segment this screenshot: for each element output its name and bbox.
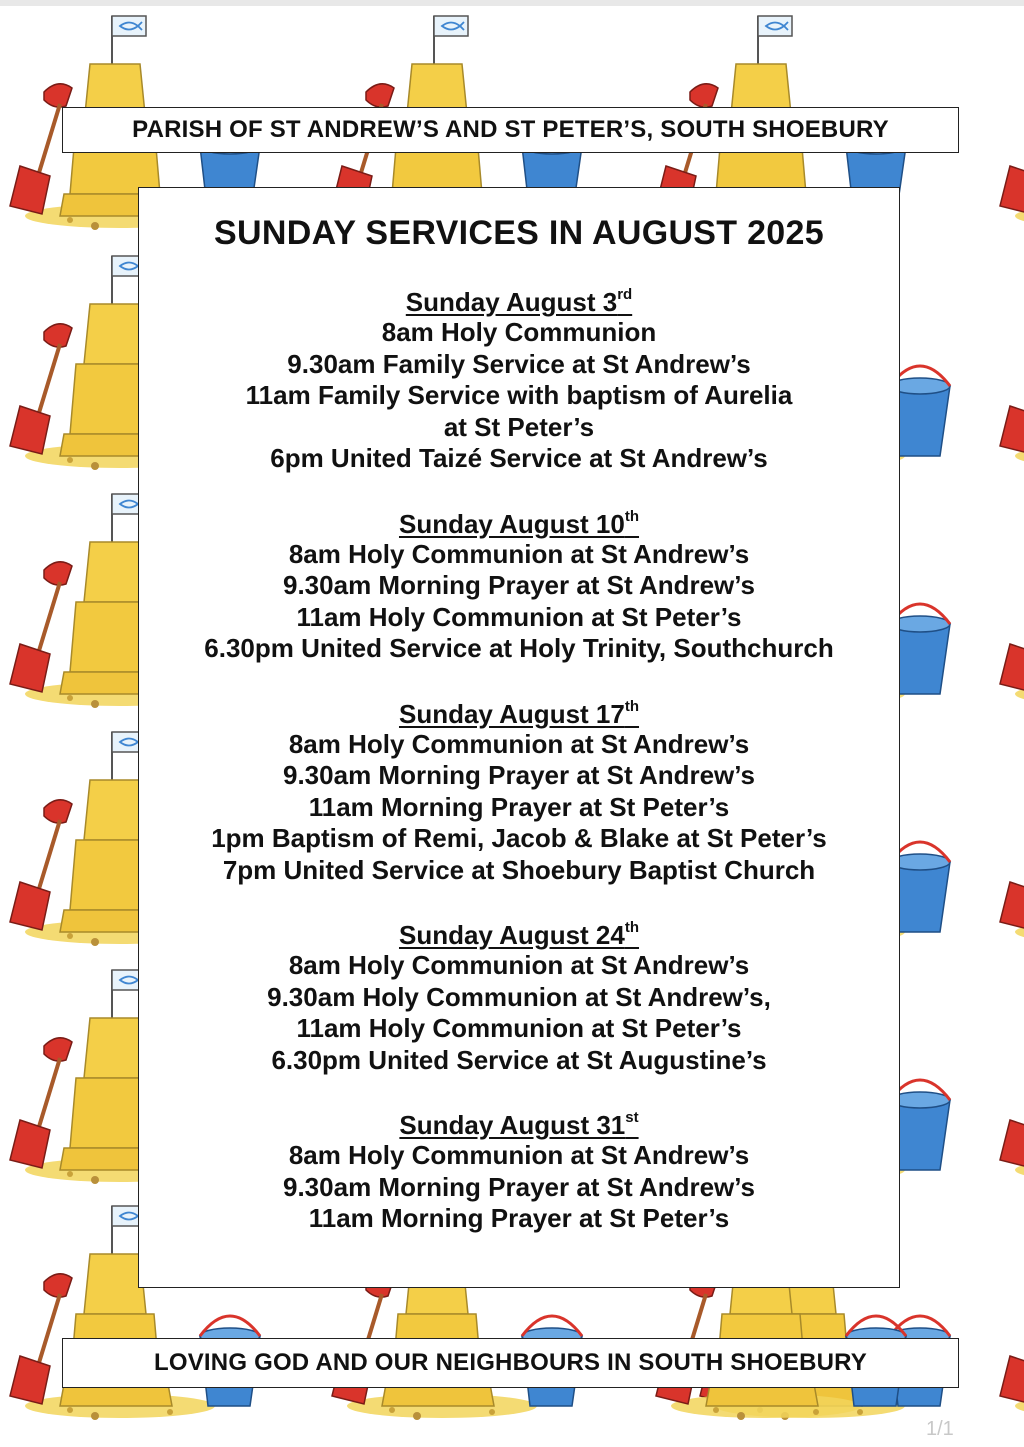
parish-banner — [62, 107, 959, 153]
sunday-section — [139, 509, 899, 665]
service-line: 8am Holy Communion at St Andrew’s — [288, 728, 750, 759]
service-line: 9.30am Morning Prayer at St Andrew’s — [283, 760, 755, 790]
service-line: 6.30pm United Service at Holy Trinity, Southchurch — [204, 633, 834, 663]
service-line: 11am Morning Prayer at St Peter’s — [308, 791, 730, 822]
date-suffix: th — [624, 919, 640, 936]
service-line: 9.30am Morning Prayer at St Andrew’s — [283, 570, 755, 600]
sunday-heading — [399, 509, 639, 539]
service-line: 8am Holy Communion at St Andrew’s — [288, 1140, 750, 1170]
service-line: 8am Holy Communion at St Andrew’s — [288, 950, 750, 980]
page-title: SUNDAY SERVICES IN AUGUST 2025 — [214, 214, 824, 252]
service-line: 11am Holy Communion at St Peter’s — [296, 1013, 742, 1043]
service-line: 6pm United Taizé Service at St Andrew’s — [270, 443, 768, 473]
service-line: 7pm United Service at Shoebury Baptist Church — [222, 854, 816, 885]
sunday-heading — [399, 699, 639, 729]
service-line: 11am Holy Communion at St Peter’s — [296, 601, 742, 632]
sunday-section — [139, 1110, 899, 1235]
date-suffix: th — [624, 697, 640, 715]
sunday-date: Sunday August 10 — [398, 508, 625, 539]
service-line: 1pm Baptism of Remi, Jacob & Blake at St Peter’s — [211, 823, 827, 853]
sunday-date: Sunday August 31 — [399, 1110, 626, 1140]
sunday-list — [139, 287, 899, 1235]
sunday-section — [139, 287, 899, 475]
service-line: 9.30am Holy Communion at St Andrew’s, — [267, 981, 771, 1012]
sunday-heading — [399, 1110, 638, 1140]
sunday-date: Sunday August 3 — [405, 287, 618, 317]
service-line: 9.30am Family Service at St Andrew’s — [287, 348, 751, 379]
motto-text: LOVING GOD AND OUR NEIGHBOURS IN SOUTH SHOEBURY — [154, 1349, 867, 1376]
sunday-heading — [406, 287, 632, 317]
parish-name: PARISH OF ST ANDREW’S AND ST PETER’S, SOUTH SHOEBURY — [132, 116, 889, 143]
date-suffix: rd — [617, 286, 633, 303]
sunday-heading — [399, 920, 639, 950]
service-line: 8am Holy Communion at St Andrew’s — [288, 538, 750, 569]
services-panel — [138, 187, 900, 1288]
sunday-section — [139, 920, 899, 1076]
sunday-section — [139, 699, 899, 887]
sunday-date: Sunday August 24 — [398, 920, 625, 950]
motto-banner — [62, 1338, 959, 1388]
page-indicator: 1/1 — [926, 1418, 954, 1440]
date-suffix: st — [625, 1109, 639, 1126]
service-line: 6.30pm United Service at St Augustine’s — [271, 1044, 767, 1075]
sunday-date: Sunday August 17 — [398, 698, 625, 729]
service-line: 11am Family Service with baptism of Aurelia — [245, 380, 793, 410]
date-suffix: th — [624, 507, 640, 525]
service-line: 8am Holy Communion — [381, 317, 657, 347]
service-line: 9.30am Morning Prayer at St Andrew’s — [283, 1171, 755, 1202]
service-line: 11am Morning Prayer at St Peter’s — [308, 1203, 730, 1233]
service-line: at St Peter’s — [443, 411, 595, 442]
